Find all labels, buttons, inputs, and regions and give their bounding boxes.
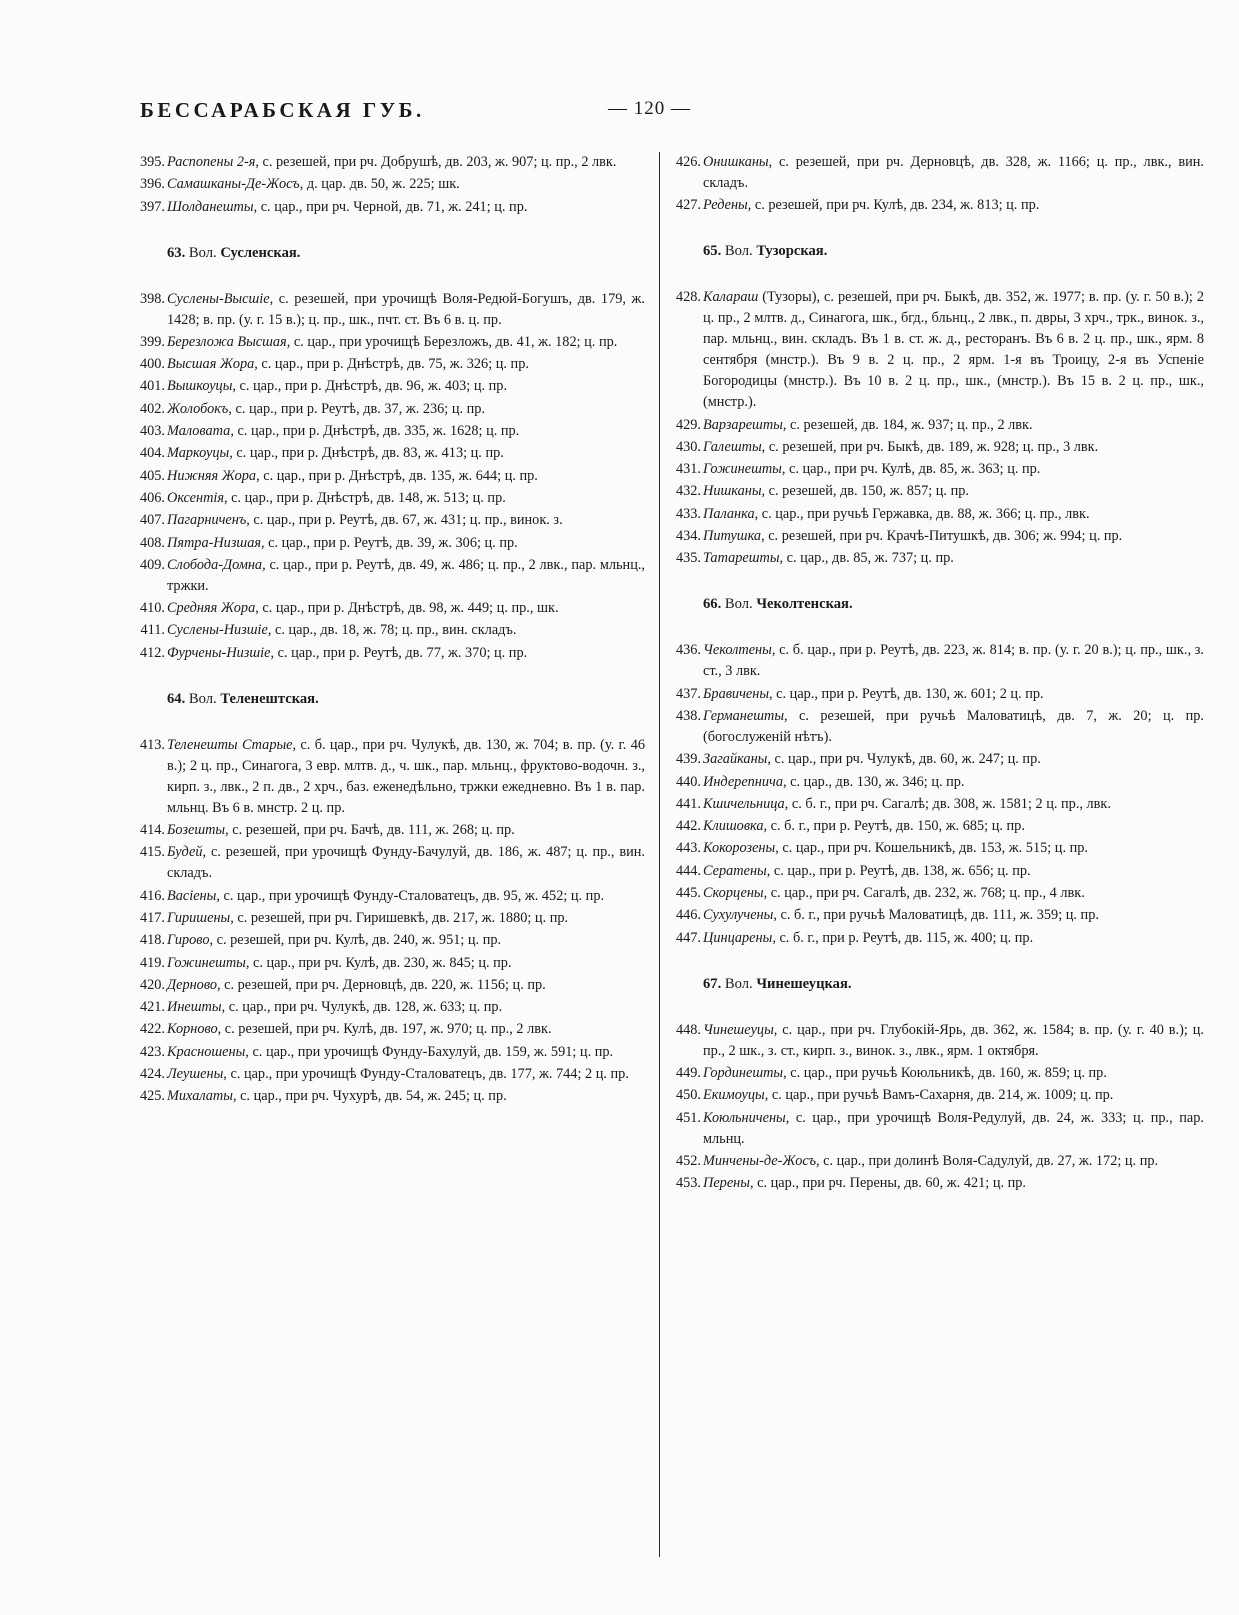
section-title: Сусленская. xyxy=(220,244,301,261)
entry-text: , с. резешей, при рч. Добрушѣ, дв. 203, ж. 907; ц. пр., 2 лвк. xyxy=(255,154,617,170)
column-divider xyxy=(659,152,660,1557)
entry-name: Гординешты xyxy=(703,1064,784,1081)
entry-text: , с. цар., дв. 130, ж. 346; ц. пр. xyxy=(783,773,965,790)
entry xyxy=(140,174,645,195)
entry-text: , с. б. г., при ручьѣ Маловатицѣ, дв. 111, ж. 359; ц. пр. xyxy=(773,907,1099,924)
entry-name: Загайканы xyxy=(703,751,768,768)
page-header xyxy=(140,98,1100,134)
entry-number: 404. xyxy=(139,445,165,462)
entry-name: Татарешты xyxy=(703,550,780,567)
entry-text: , с. цар., при долинѣ Воля-Садулуй, дв. 27, ж. 172; ц. пр. xyxy=(816,1152,1159,1169)
entry xyxy=(676,794,1204,815)
entry-name: Питушка xyxy=(703,528,762,545)
entry xyxy=(676,504,1204,525)
section-label: Вол. xyxy=(724,975,753,992)
entry xyxy=(140,152,645,173)
entry-number: 421. xyxy=(139,999,165,1016)
entry-name: Шолданешты xyxy=(167,198,254,215)
entry-text: , с. цар., при рч. Кошельникѣ, дв. 153, ж. 515; ц. пр. xyxy=(775,840,1088,857)
entry xyxy=(676,1020,1204,1062)
entry xyxy=(140,289,645,331)
entry-number: 423. xyxy=(139,1043,165,1060)
entry-name: Чеколтены xyxy=(703,642,772,659)
entry-text: , с. цар., при р. Реутѣ, дв. 67, ж. 431; ц. пр., винок. з. xyxy=(246,512,563,529)
entry-text: , с. цар., при ручьѣ Вамъ-Сахарня, дв. 214, ж. 1009; ц. пр. xyxy=(764,1087,1114,1104)
entry-name: Самашканы-Де-Жосъ xyxy=(167,176,300,193)
entry-number: 406. xyxy=(139,489,165,506)
entry-number: 427. xyxy=(675,197,701,214)
entry-number: 428. xyxy=(675,289,701,306)
entry xyxy=(676,706,1204,748)
entry-name: Минчены-де-Жосъ xyxy=(703,1152,816,1169)
entry-text: , с. цар., при рч. Перены, дв. 60, ж. 421; ц. пр. xyxy=(749,1175,1026,1192)
entry-text: , с. цар., при рч. Кулѣ, дв. 85, ж. 363; ц. пр. xyxy=(781,461,1041,478)
entry-text: , с. цар., при урочищѣ Фунду-Бахулуй, дв. 159, ж. 591; ц. пр. xyxy=(245,1043,614,1060)
entry xyxy=(140,930,645,951)
entry-name: Суслены-Высшіе xyxy=(167,290,270,307)
entry-text: , с. цар., при урочищѣ Фунду-Сталоватецъ, дв. 177, ж. 744; 2 ц. пр. xyxy=(223,1066,629,1083)
entry xyxy=(676,928,1204,949)
entry-text: , с. цар., при р. Днѣстрѣ, дв. 148, ж. 513; ц. пр. xyxy=(224,489,506,506)
entry-name: Кокорозены xyxy=(703,840,776,857)
entry-number: 419. xyxy=(139,954,165,971)
entry-number: 411. xyxy=(140,622,165,639)
entry-number: 407. xyxy=(139,512,165,529)
entry-text: , с. цар., при р. Днѣстрѣ, дв. 96, ж. 403; ц. пр. xyxy=(232,378,508,395)
entry-text: , с. резешей, при урочищѣ Фунду-Бачулуй, дв. 186, ж. 487; ц. пр., вин. складъ. xyxy=(167,844,645,882)
entry-number: 437. xyxy=(675,685,701,702)
entry-name: Жолобокъ xyxy=(167,400,229,417)
entry xyxy=(140,975,645,996)
entry xyxy=(140,820,645,841)
section-heading xyxy=(703,594,1204,615)
entry-number: 444. xyxy=(675,862,701,879)
entry xyxy=(140,620,645,641)
section-title: Теленештская. xyxy=(220,690,319,707)
entry-name: Красношены xyxy=(167,1043,246,1060)
entry xyxy=(140,555,645,597)
running-title: БЕССАРАБСКАЯ ГУБ. xyxy=(140,98,425,122)
entry-number: 430. xyxy=(675,438,701,455)
section-number: 65. xyxy=(703,243,722,260)
entry-name: Калараш xyxy=(703,289,759,306)
entry xyxy=(140,886,645,907)
entry-text: , с. резешей, при рч. Кулѣ, дв. 240, ж. 951; ц. пр. xyxy=(209,932,502,949)
entry xyxy=(140,421,645,442)
section-title: Тузорская. xyxy=(756,243,828,260)
section-label: Вол. xyxy=(724,243,753,260)
entry xyxy=(140,997,645,1018)
entry xyxy=(676,415,1204,436)
entry-name: Гиришены xyxy=(167,909,231,926)
entry-text: , с. цар., дв. 85, ж. 737; ц. пр. xyxy=(779,550,954,567)
entry xyxy=(140,376,645,397)
entry-text: , с. цар., при р. Реутѣ, дв. 138, ж. 656; ц. пр. xyxy=(766,862,1031,879)
entry-text: , д. цар. дв. 50, ж. 225; шк. xyxy=(299,176,460,193)
entry-text: , с. цар., при р. Реутѣ, дв. 37, ж. 236; ц. пр. xyxy=(228,400,486,417)
entry-text: , с. цар., при р. Днѣстрѣ, дв. 83, ж. 413; ц. пр. xyxy=(229,445,504,462)
entry-text: , с. цар., при рч. Кулѣ, дв. 230, ж. 845; ц. пр. xyxy=(245,954,512,971)
entry-name: Пагарниченъ xyxy=(167,512,247,529)
entry-text: , с. цар., при рч. Чулукѣ, дв. 60, ж. 247; ц. пр. xyxy=(767,751,1041,768)
entry-number: 451. xyxy=(675,1109,701,1126)
section-number: 67. xyxy=(703,975,722,992)
entry-name: Будей xyxy=(167,844,203,861)
entry-number: 414. xyxy=(139,822,165,839)
entry-text: , с. цар., при р. Днѣстрѣ, дв. 335, ж. 1628; ц. пр. xyxy=(230,423,520,440)
entry-name: Нишканы xyxy=(703,483,762,500)
entry-text: , с. цар., при р. Днѣстрѣ, дв. 135, ж. 644; ц. пр. xyxy=(256,467,538,484)
entry-number: 438. xyxy=(675,707,701,724)
entry xyxy=(676,1063,1204,1084)
entry-text: , с. цар., при рч. Сагалѣ, дв. 232, ж. 768; ц. пр., 4 лвк. xyxy=(763,885,1085,902)
entry-number: 399. xyxy=(139,333,165,350)
entry xyxy=(140,466,645,487)
entry-text: , с. цар., при урочищѣ Березложъ, дв. 41, ж. 182; ц. пр. xyxy=(286,333,618,350)
entry-name: Васіены xyxy=(167,887,217,904)
section-label: Вол. xyxy=(724,596,753,613)
entry-number: 413. xyxy=(139,736,165,753)
entry-text: , с. цар., при ручьѣ Гержавка, дв. 88, ж. 366; ц. пр., лвк. xyxy=(754,505,1090,522)
entry-name: Бозешты xyxy=(167,822,226,839)
entry-name: Высшая Жора xyxy=(167,356,255,373)
entry-name: Фурчены-Низшіе xyxy=(167,644,271,661)
entry-name: Суслены-Низшіе xyxy=(167,622,268,639)
entry-number: 449. xyxy=(675,1064,701,1081)
entry-text: , с. цар., при р. Днѣстрѣ, дв. 98, ж. 449; ц. пр., шк. xyxy=(255,600,559,617)
entry-number: 441. xyxy=(675,795,701,812)
entry-number: 434. xyxy=(675,528,701,545)
entry-name: Редены xyxy=(703,197,748,214)
entry-text: , с. цар., при рч. Глубокій-Ярь, дв. 362, ж. 1584; в. пр. (у. г. 40 в.); ц. пр., 2 шк., з. ст., кирп. з., винок. з., лвк., ярм. 1 октября. xyxy=(703,1021,1204,1059)
entry-number: 436. xyxy=(675,642,701,659)
entry-text: , с. б. цар., при р. Реутѣ, дв. 223, ж. 814; в. пр. (у. г. 20 в.); ц. пр., шк., з. ст., 3 лвк. xyxy=(703,642,1204,680)
section-heading xyxy=(703,974,1204,995)
entry xyxy=(140,488,645,509)
entry-name: Цинцарены xyxy=(703,929,773,946)
entry xyxy=(676,883,1204,904)
section-heading xyxy=(167,689,645,710)
entry-number: 448. xyxy=(675,1021,701,1038)
right-column xyxy=(676,152,1204,1195)
entry-name: Михалаты xyxy=(167,1088,233,1105)
entry-text: , с. цар., при рч. Черной, дв. 71, ж. 241; ц. пр. xyxy=(253,198,528,215)
entry xyxy=(676,684,1204,705)
entry-text: , с. б. г., при р. Реутѣ, дв. 150, ж. 685; ц. пр. xyxy=(763,818,1025,835)
entry-text: , с. б. цар., при рч. Чулукѣ, дв. 130, ж. 704; в. пр. (у. г. 46 в.); 2 ц. пр., Синагога, 3 евр. млтв. д., ч. шк., пар. мльнц., фруктово-водочн. з., кирп. з., лвк., 2 п. дв., 2 хрч., баз. еженедѣльно, тржки ежедневно. Въ 1 в. пар. мльнц. Въ 6 в. мнстр. 2 ц. пр. xyxy=(167,736,645,816)
entry-name: Паланка xyxy=(703,505,755,522)
entry-name: Перены xyxy=(703,1175,750,1192)
entry-text: , с. цар., при р. Реутѣ, дв. 77, ж. 370; ц. пр. xyxy=(270,644,528,661)
entry xyxy=(676,640,1204,682)
entry xyxy=(140,399,645,420)
entry-number: 403. xyxy=(139,423,165,440)
entry xyxy=(676,526,1204,547)
entry xyxy=(676,838,1204,859)
entry-number: 408. xyxy=(139,534,165,551)
entry-text: , с. цар., дв. 18, ж. 78; ц. пр., вин. складъ. xyxy=(267,622,517,639)
entry-name: Оксентія xyxy=(167,489,225,506)
entry-text: , с. цар., при урочищѣ Воля-Редулуй, дв. 24, ж. 333; ц. пр., пар. мльнц. xyxy=(703,1109,1204,1147)
entry xyxy=(140,510,645,531)
entry xyxy=(140,1086,645,1107)
section-number: 63. xyxy=(167,244,186,261)
entry-number: 446. xyxy=(675,907,701,924)
entry-name: Гожинешты xyxy=(167,954,246,971)
entry-number: 450. xyxy=(675,1087,701,1104)
entry-name: Клишовка xyxy=(703,818,764,835)
entry-name: Теленешты Старые xyxy=(167,736,293,753)
entry-number: 440. xyxy=(675,773,701,790)
entry-number: 426. xyxy=(675,154,701,170)
entry xyxy=(140,1064,645,1085)
entry-number: 398. xyxy=(139,290,165,307)
entry xyxy=(676,1108,1204,1150)
entry xyxy=(676,1151,1204,1172)
entry-number: 442. xyxy=(675,818,701,835)
section-title: Чинешеуцкая. xyxy=(756,975,852,992)
entry-text: , с. б. г., при рч. Сагалѣ; дв. 308, ж. 1581; 2 ц. пр., лвк. xyxy=(784,795,1111,812)
entry-number: 453. xyxy=(675,1175,701,1192)
entry-text: , с. резешей, при рч. Кулѣ, дв. 197, ж. 970; ц. пр., 2 лвк. xyxy=(217,1021,552,1038)
entry-text: , с. резешей, при рч. Гиришевкѣ, дв. 217, ж. 1880; ц. пр. xyxy=(230,909,569,926)
entry xyxy=(140,197,645,218)
entry-name: Коюльничены xyxy=(703,1109,786,1126)
section-label: Вол. xyxy=(188,244,217,261)
entry-name: Березложа Высшая xyxy=(167,333,287,350)
entry-name: Нижняя Жора xyxy=(167,467,257,484)
entry xyxy=(676,481,1204,502)
entry-text: , с. резешей, при рч. Дерновцѣ, дв. 328, ж. 1166; ц. пр., лвк., вин. складъ. xyxy=(703,154,1204,191)
entry-number: 422. xyxy=(139,1021,165,1038)
entry-text: , с. резешей, при рч. Бачѣ, дв. 111, ж. 268; ц. пр. xyxy=(225,822,515,839)
section-number: 66. xyxy=(703,596,722,613)
entry-number: 431. xyxy=(675,461,701,478)
entry-text: , с. резешей, при рч. Кулѣ, дв. 234, ж. 813; ц. пр. xyxy=(747,197,1040,214)
entry-number: 412. xyxy=(139,644,165,661)
entry-name: Дерново xyxy=(167,976,217,993)
entry-number: 400. xyxy=(139,356,165,373)
entry xyxy=(676,195,1204,216)
entry-number: 409. xyxy=(139,556,165,573)
entry-name: Маловата xyxy=(167,423,231,440)
entry-name: Екимоуцы xyxy=(703,1087,765,1104)
entry-text: , с. резешей, при рч. Дерновцѣ, дв. 220, ж. 1156; ц. пр. xyxy=(217,976,546,993)
entry xyxy=(140,953,645,974)
entry-name: Галешты xyxy=(703,438,762,455)
entry-number: 420. xyxy=(139,976,165,993)
entry-text: , с. цар., при р. Днѣстрѣ, дв. 75, ж. 326; ц. пр. xyxy=(254,356,529,373)
entry-text: , с. цар., при урочищѣ Фунду-Сталоватецъ, дв. 95, ж. 452; ц. пр. xyxy=(216,887,605,904)
entry-name: Чинешеуцы xyxy=(703,1021,774,1038)
entry-name: Распопены 2-я xyxy=(167,154,256,170)
entry-name: Средняя Жора xyxy=(167,600,256,617)
entry-number: 415. xyxy=(139,844,165,861)
left-column xyxy=(140,152,645,1109)
entry-text: (Тузоры), с. резешей, при рч. Быкѣ, дв. 352, ж. 1977; в. пр. (у. г. 50 в.); 2 ц. пр., 2 млтв. д., Синагога, шк., бгд., бльнц., 2 лвк., п. двры, 3 хрч., трк., винок. з., пар. мльнц., вин. складъ. Въ 1 в. ст. ж. д., ресторанъ. Въ 6 в. 2 ц. пр., шк., ярм. 8 сентября (мнстр.). Въ 9 в. 2 ц. пр., 2 ярм. 1-я въ Троицу, 2-я въ Успеніе Богородицы (мнстр.). Въ 10 в. 2 ц. пр., шк., (мнстр.). Въ 15 в. 2 ц. пр., шк., (мнстр.). xyxy=(703,289,1204,411)
entry-number: 445. xyxy=(675,885,701,902)
entry xyxy=(676,861,1204,882)
entry-text: , с. цар., при рч. Чухурѣ, дв. 54, ж. 245; ц. пр. xyxy=(232,1088,507,1105)
entry xyxy=(676,816,1204,837)
entry-name: Инешты xyxy=(167,999,222,1016)
entry xyxy=(676,1085,1204,1106)
entry-number: 395. xyxy=(139,154,165,170)
entry xyxy=(676,749,1204,770)
entry-number: 396. xyxy=(139,176,165,193)
entry xyxy=(140,598,645,619)
entry xyxy=(140,332,645,353)
entry xyxy=(140,842,645,884)
entry-name: Скорцены xyxy=(703,885,764,902)
page-number: — 120 — xyxy=(608,98,691,119)
entry-name: Гирово xyxy=(167,932,210,949)
entry-name: Гожинешты xyxy=(703,461,782,478)
entry-number: 432. xyxy=(675,483,701,500)
entry-number: 401. xyxy=(139,378,165,395)
entry-text: , с. резешей, при рч. Крачѣ-Питушкѣ, дв. 306; ж. 994; ц. пр. xyxy=(761,528,1123,545)
entry xyxy=(676,152,1204,194)
entry xyxy=(140,735,645,819)
entry-number: 402. xyxy=(139,400,165,417)
entry xyxy=(140,1019,645,1040)
entry-name: Кшичельница xyxy=(703,795,785,812)
entry xyxy=(140,1042,645,1063)
entry xyxy=(140,354,645,375)
entry-text: , с. цар., при р. Реутѣ, дв. 39, ж. 306; ц. пр. xyxy=(261,534,518,551)
entry-text: , с. б. г., при р. Реутѣ, дв. 115, ж. 400; ц. пр. xyxy=(772,929,1034,946)
entry-name: Сухулучены xyxy=(703,907,774,924)
entry-number: 429. xyxy=(675,416,701,433)
entry-name: Бравичены xyxy=(703,685,770,702)
entry-number: 443. xyxy=(675,840,701,857)
entry-number: 417. xyxy=(139,909,165,926)
entry-number: 435. xyxy=(675,550,701,567)
entry-number: 452. xyxy=(675,1152,701,1169)
entry-name: Сератены xyxy=(703,862,767,879)
entry-name: Варзарешты xyxy=(703,416,783,433)
entry-number: 397. xyxy=(139,198,165,215)
section-number: 64. xyxy=(167,690,186,707)
entry-number: 424. xyxy=(139,1066,165,1083)
entry xyxy=(676,459,1204,480)
entry-text: , с. цар., при р. Реутѣ, дв. 130, ж. 601; 2 ц. пр. xyxy=(769,685,1044,702)
entry xyxy=(676,437,1204,458)
entry-text: , с. резешей, при урочищѣ Воля-Редюй-Богушъ, дв. 179, ж. 1428; в. пр. (у. г. 15 в.); ц. пр., шк., пчт. ст. Въ 6 в. ц. пр. xyxy=(167,290,645,328)
entry-number: 425. xyxy=(139,1088,165,1105)
section-title: Чеколтенская. xyxy=(756,596,853,613)
entry-name: Германешты xyxy=(703,707,784,724)
entry xyxy=(676,772,1204,793)
section-heading xyxy=(703,241,1204,262)
section-heading xyxy=(167,243,645,264)
entry-text: , с. резешей, при ручьѣ Маловатицѣ, дв. 7, ж. 20; ц. пр. (богослуженій нѣтъ). xyxy=(703,707,1204,745)
entry xyxy=(140,533,645,554)
entry-text: , с. резешей, дв. 184, ж. 937; ц. пр., 2 лвк. xyxy=(782,416,1033,433)
entry-name: Леушены xyxy=(167,1066,224,1083)
entry-number: 416. xyxy=(139,887,165,904)
entry-text: , с. резешей, при рч. Быкѣ, дв. 189, ж. 928; ц. пр., 3 лвк. xyxy=(761,438,1099,455)
entry-number: 433. xyxy=(675,505,701,522)
entry xyxy=(140,643,645,664)
entry-number: 447. xyxy=(675,929,701,946)
entry-number: 410. xyxy=(139,600,165,617)
entry-name: Индерепнича xyxy=(703,773,784,790)
section-label: Вол. xyxy=(188,690,217,707)
entry-text: , с. цар., при р. Реутѣ, дв. 49, ж. 486; ц. пр., 2 лвк., пар. мльнц., тржки. xyxy=(167,556,645,594)
entry-text: , с. цар., при рч. Чулукѣ, дв. 128, ж. 633; ц. пр. xyxy=(221,999,503,1016)
entry xyxy=(140,908,645,929)
entry xyxy=(676,1173,1204,1194)
entry-number: 418. xyxy=(139,932,165,949)
entry-name: Вышкоуцы xyxy=(167,378,233,395)
entry-text: , с. резешей, дв. 150, ж. 857; ц. пр. xyxy=(761,483,969,500)
entry-name: Онишканы xyxy=(703,154,769,170)
entry xyxy=(676,287,1204,413)
entry-name: Пятра-Низшая xyxy=(167,534,261,551)
entry xyxy=(676,548,1204,569)
entry-name: Маркоуцы xyxy=(167,445,230,462)
entry xyxy=(140,443,645,464)
entry-number: 405. xyxy=(139,467,165,484)
entry xyxy=(676,905,1204,926)
entry-number: 439. xyxy=(675,751,701,768)
entry-name: Корново xyxy=(167,1021,218,1038)
entry-name: Слобода-Домна xyxy=(167,556,263,573)
entry-text: , с. цар., при ручьѣ Коюльникѣ, дв. 160, ж. 859; ц. пр. xyxy=(783,1064,1107,1081)
